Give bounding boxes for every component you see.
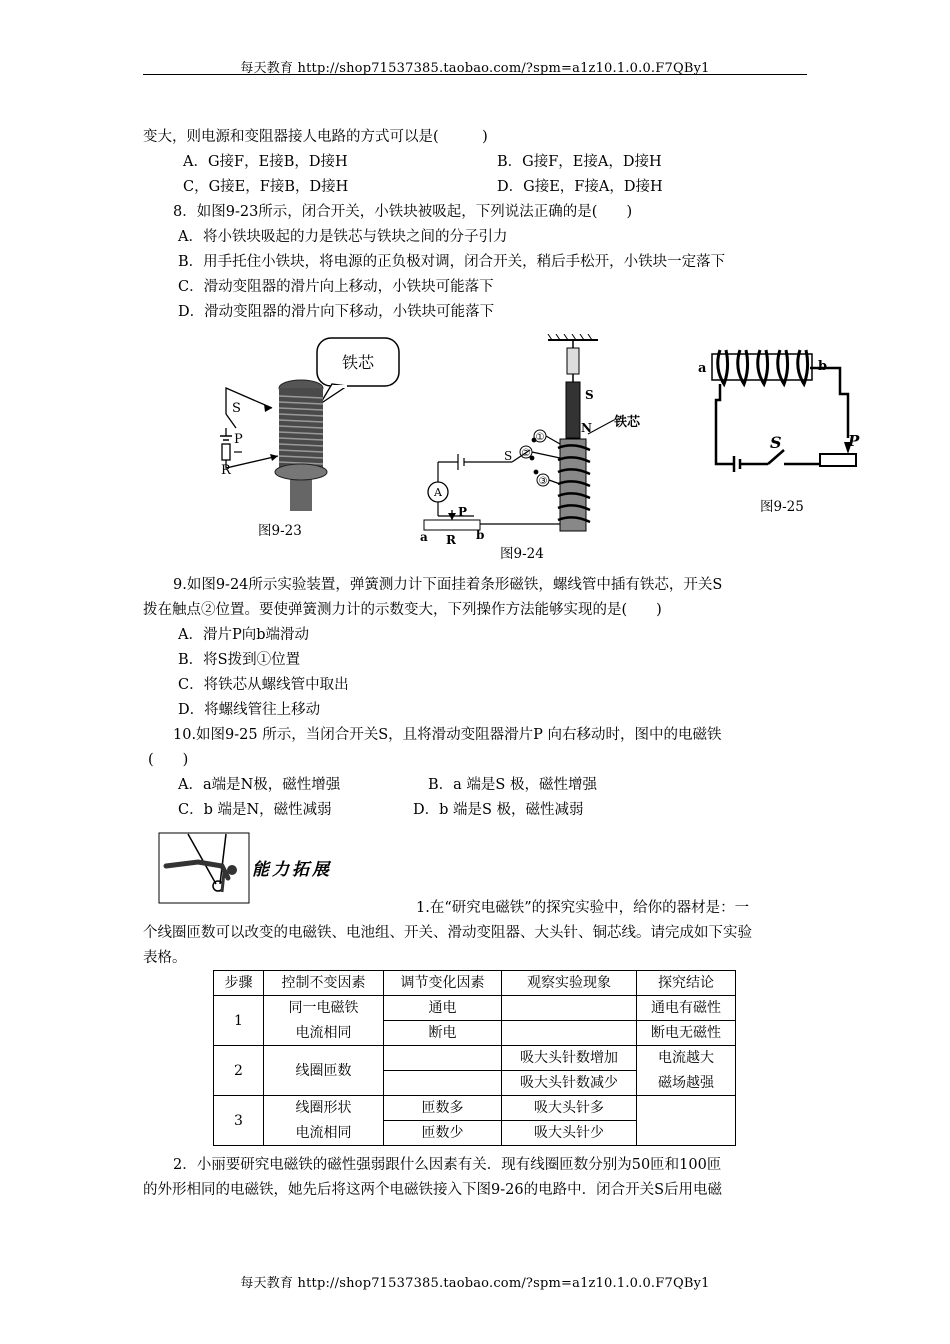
q8-option-c: C．滑动变阻器的滑片向上移动，小铁块可能落下 <box>178 279 494 295</box>
fig25-caption: 图9-25 <box>760 499 804 515</box>
q9-stem-1: 9.如图9-24所示实验装置，弹簧测力计下面挂着条形磁铁，螺线管中插有铁芯，开关S <box>173 577 723 593</box>
fig23-label-s: S <box>232 401 241 416</box>
q10-option-c: C．b 端是N，磁性减弱 <box>178 802 332 818</box>
cell-observe: 吸大头针多 <box>502 1096 637 1121</box>
cell-conclusion <box>637 1096 736 1146</box>
fig25-label-p: P <box>848 432 860 450</box>
cell-observe: 吸大头针少 <box>502 1121 637 1146</box>
cell-adjust <box>384 1071 502 1096</box>
table-header-row <box>214 971 736 996</box>
p2-line-2: 的外形相同的电磁铁，她先后将这两个电磁铁接入下图9-26的电路中．闭合开关S后用电磁 <box>143 1182 723 1198</box>
fig24-magnet-n: N <box>581 421 592 435</box>
cell-control: 线圈匝数 <box>264 1046 384 1096</box>
fig25-rheostat <box>820 454 856 466</box>
fig24-label-a: a <box>420 530 428 544</box>
fig24-label-r: R <box>446 533 456 544</box>
fig24-label-p: P <box>458 505 468 519</box>
cell-step: 3 <box>214 1096 264 1146</box>
p1-line-2: 个线圈匝数可以改变的电磁铁、电池组、开关、滑动变阻器、大头针、铜芯线。请完成如下实验 <box>143 925 752 941</box>
fig24-label-b: b <box>476 528 485 542</box>
fig23-label-p: P <box>234 432 243 447</box>
bar-magnet <box>566 382 580 438</box>
fig24-ammeter-label: A <box>434 486 442 499</box>
cell-conclusion: 通电有磁性 <box>637 996 736 1021</box>
q10-stem-1: 10.如图9-25 所示，当闭合开关S，且将滑动变阻器滑片P 向右移动时，图中的电磁铁 <box>173 727 722 743</box>
cell-observe <box>502 996 637 1021</box>
q8-option-a: A．将小铁块吸起的力是铁芯与铁块之间的分子引力 <box>178 229 508 245</box>
th-observe: 观察实验现象 <box>502 971 637 996</box>
cell-control: 电流相同 <box>264 1121 384 1146</box>
table-row <box>214 996 736 1021</box>
q10-option-a: A．a端是N极，磁性增强 <box>178 777 341 793</box>
experiment-table <box>213 970 736 1146</box>
fig24-switch-label: S <box>504 449 513 463</box>
page-header: 每天教育 http://shop71537385.taobao.com/?spm=a1z10.1.0.0.F7QBy1 <box>240 61 710 76</box>
cell-observe: 吸大头针数减少 <box>502 1071 637 1096</box>
q7-option-c: C，G接E，F接B，D接H <box>183 179 349 195</box>
q9-option-c: C．将铁芯从螺线管中取出 <box>178 677 349 693</box>
cell-observe: 吸大头针数增加 <box>502 1046 637 1071</box>
cell-conclusion: 磁场越强 <box>637 1071 736 1096</box>
cell-adjust: 匝数少 <box>384 1121 502 1146</box>
fig25-label-s: S <box>770 433 782 452</box>
cell-step: 1 <box>214 996 264 1046</box>
fig24-magnet-s: S <box>585 388 594 402</box>
cell-control: 同一电磁铁 <box>264 996 384 1021</box>
figure-9-25 <box>690 338 870 478</box>
fig23-label-r: R <box>221 463 231 478</box>
fig24-core-label: 铁芯 <box>614 415 641 430</box>
fig24-caption: 图9-24 <box>500 546 544 562</box>
fig24-contact-1: ① <box>535 432 545 443</box>
q7-option-a: A．G接F，E接B，D接H <box>183 154 348 170</box>
cell-adjust: 断电 <box>384 1021 502 1046</box>
fig25-label-b: b <box>818 359 828 374</box>
fig24-contact-3: ③ <box>538 476 548 487</box>
table-row <box>214 1046 736 1071</box>
q7-option-b: B．G接F，E接A，D接H <box>497 154 662 170</box>
q7-option-d: D．G接E，F接A，D接H <box>497 179 663 195</box>
section-title: 能力拓展 <box>252 860 332 880</box>
fig25-label-a: a <box>698 361 707 376</box>
q9-option-b: B．将S拨到①位置 <box>178 652 301 668</box>
p2-line-1: 2．小丽要研究电磁铁的磁性强弱跟什么因素有关．现有线圈匝数分别为50匝和100匝 <box>173 1157 722 1173</box>
q8-stem: 8．如图9-23所示，闭合开关，小铁块被吸起，下列说法正确的是( ) <box>173 204 633 220</box>
cell-adjust: 匝数多 <box>384 1096 502 1121</box>
gymnast-illustration <box>158 832 250 904</box>
th-adjust: 调节变化因素 <box>384 971 502 996</box>
q9-option-d: D．将螺线管往上移动 <box>178 702 321 718</box>
th-conclusion: 探究结论 <box>637 971 736 996</box>
fig24-contact-2: ② <box>521 448 531 459</box>
q10-stem-2: ( ) <box>148 752 189 768</box>
cell-conclusion: 电流越大 <box>637 1046 736 1071</box>
page-footer: 每天教育 http://shop71537385.taobao.com/?spm=a1z10.1.0.0.F7QBy1 <box>240 1276 710 1291</box>
cell-adjust: 通电 <box>384 996 502 1021</box>
q10-option-b: B．a 端是S 极，磁性增强 <box>428 777 597 793</box>
table-row <box>214 1021 736 1046</box>
figure-9-24 <box>418 334 668 544</box>
figure-9-23 <box>212 336 412 516</box>
fig23-bubble-text: 铁芯 <box>341 355 375 372</box>
header-rule <box>143 74 807 75</box>
p1-line-1: 1.在“研究电磁铁”的探究实验中，给你的器材是：一 <box>416 900 750 916</box>
table-row <box>214 1096 736 1121</box>
fig23-caption: 图9-23 <box>258 523 302 539</box>
th-step: 步骤 <box>214 971 264 996</box>
cell-conclusion: 断电无磁性 <box>637 1021 736 1046</box>
th-control: 控制不变因素 <box>264 971 384 996</box>
cell-control: 线圈形状 <box>264 1096 384 1121</box>
q7-stem: 变大，则电源和变阻器接人电路的方式可以是( ) <box>143 129 488 145</box>
cell-step: 2 <box>214 1046 264 1096</box>
q8-option-b: B．用手托住小铁块，将电源的正负极对调，闭合开关，稍后手松开，小铁块一定落下 <box>178 254 726 270</box>
cell-observe <box>502 1021 637 1046</box>
cell-adjust <box>384 1046 502 1071</box>
q8-option-d: D．滑动变阻器的滑片向下移动，小铁块可能落下 <box>178 304 495 320</box>
p1-line-3: 表格。 <box>143 950 187 966</box>
cell-control: 电流相同 <box>264 1021 384 1046</box>
rheostat <box>424 520 480 530</box>
q9-option-a: A．滑片P向b端滑动 <box>178 627 310 643</box>
q9-stem-2: 拨在触点②位置。要使弹簧测力计的示数变大，下列操作方法能够实现的是( ) <box>143 602 662 618</box>
q10-option-d: D．b 端是S 极，磁性减弱 <box>413 802 584 818</box>
